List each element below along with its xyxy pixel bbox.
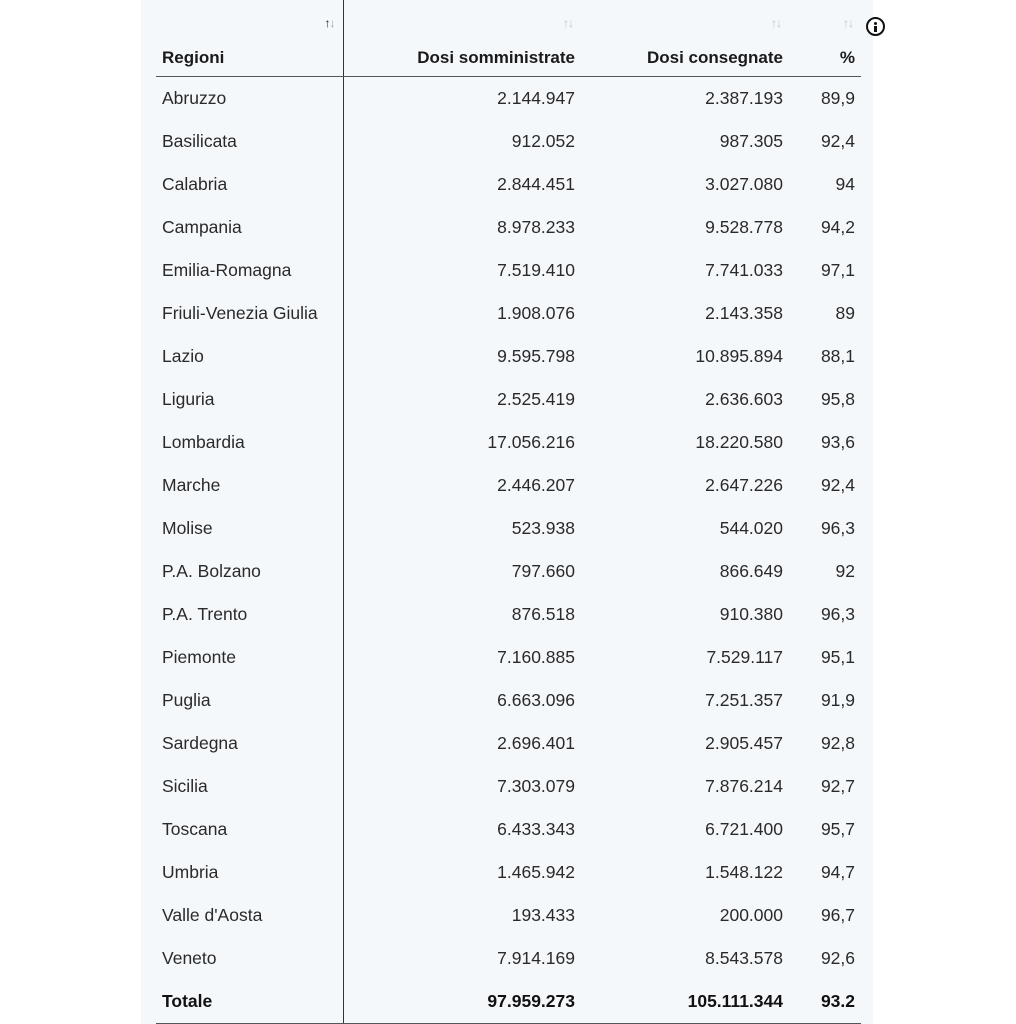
total-percent: 93.2 [789,980,861,1024]
administered-doses-cell: 17.056.216 [487,432,575,452]
administered-doses-cell: 523.938 [511,518,575,538]
delivered-doses-cell: 866.649 [719,561,783,581]
percent-cell: 92,6 [820,948,855,968]
column-header-percent[interactable] [789,0,861,77]
table-row [156,206,861,249]
administered-doses-cell: 912.052 [511,131,575,151]
percent-cell: 89 [835,303,855,323]
sort-arrows-icon[interactable]: ↑↓ [843,16,853,30]
administered-doses-cell: 2.844.451 [497,174,575,194]
delivered-doses-cell: 1.548.122 [705,862,783,882]
table-row [156,550,861,593]
administered-doses-cell: 7.160.885 [497,647,575,667]
region-cell: Emilia-Romagna [156,249,343,292]
percent-cell: 93,6 [820,432,855,452]
delivered-doses-cell: 9.528.778 [705,217,783,237]
region-cell: Piemonte [156,636,343,679]
total-administered: 97.959.273 [343,980,581,1024]
administered-doses-cell: 2.525.419 [497,389,575,409]
table-row [156,679,861,722]
percent-cell: 96,3 [820,518,855,538]
sort-arrows-icon[interactable]: ↑↓ [563,16,573,30]
vaccine-doses-table [156,0,861,1024]
region-cell: Lombardia [156,421,343,464]
table-row [156,894,861,937]
region-cell: Campania [156,206,343,249]
percent-cell: 96,3 [820,604,855,624]
percent-cell: 95,8 [820,389,855,409]
region-cell: Basilicata [156,120,343,163]
total-row [156,980,861,1024]
percent-cell: 89,9 [820,88,855,108]
table-row [156,77,861,121]
table-row [156,249,861,292]
administered-doses-cell: 9.595.798 [497,346,575,366]
column-header-label: Dosi consegnate [646,48,783,67]
region-cell: Molise [156,507,343,550]
percent-cell: 95,1 [820,647,855,667]
administered-doses-cell: 8.978.233 [497,217,575,237]
delivered-doses-cell: 544.020 [719,518,783,538]
region-cell: Lazio [156,335,343,378]
column-header-dosi-somministrate[interactable] [343,0,581,77]
percent-cell: 92,7 [820,776,855,796]
table-body [156,77,861,981]
table-row [156,335,861,378]
table-row [156,765,861,808]
table-row [156,851,861,894]
table-row [156,937,861,980]
administered-doses-cell: 7.519.410 [497,260,575,280]
region-cell: Toscana [156,808,343,851]
table-row [156,507,861,550]
percent-cell: 97,1 [820,260,855,280]
delivered-doses-cell: 2.636.603 [705,389,783,409]
table-row [156,292,861,335]
delivered-doses-cell: 2.143.358 [705,303,783,323]
table-row [156,464,861,507]
percent-cell: 88,1 [820,346,855,366]
delivered-doses-cell: 7.741.033 [705,260,783,280]
delivered-doses-cell: 3.027.080 [705,174,783,194]
table-row [156,636,861,679]
delivered-doses-cell: 200.000 [719,905,783,925]
table-row [156,593,861,636]
percent-cell: 92 [835,561,855,581]
administered-doses-cell: 7.914.169 [497,948,575,968]
percent-cell: 94,7 [820,862,855,882]
column-header-label: % [839,48,855,67]
administered-doses-cell: 1.908.076 [497,303,575,323]
region-cell: Sardegna [156,722,343,765]
delivered-doses-cell: 7.529.117 [706,647,783,667]
administered-doses-cell: 797.660 [511,561,575,581]
column-header-dosi-consegnate[interactable] [581,0,789,77]
table-row [156,120,861,163]
delivered-doses-cell: 18.220.580 [695,432,783,452]
region-cell: Valle d'Aosta [156,894,343,937]
region-cell: P.A. Bolzano [156,550,343,593]
administered-doses-cell: 2.144.947 [497,88,575,108]
table-header-row [156,0,861,77]
delivered-doses-cell: 8.543.578 [705,948,783,968]
percent-cell: 91,9 [820,690,855,710]
region-cell: Marche [156,464,343,507]
delivered-doses-cell: 2.905.457 [705,733,783,753]
total-label: Totale [156,980,343,1024]
administered-doses-cell: 6.433.343 [497,819,575,839]
percent-cell: 94 [835,174,855,194]
percent-cell: 92,4 [820,131,855,151]
table-row [156,163,861,206]
total-delivered: 105.111.344 [581,980,789,1024]
percent-cell: 92,4 [820,475,855,495]
administered-doses-cell: 6.663.096 [497,690,575,710]
sort-arrows-icon[interactable]: ↑↓ [324,16,335,30]
column-header-regioni[interactable] [156,0,343,77]
region-cell: Calabria [156,163,343,206]
administered-doses-cell: 876.518 [511,604,575,624]
table-row [156,722,861,765]
percent-cell: 94,2 [820,217,855,237]
table-row [156,421,861,464]
delivered-doses-cell: 6.721.400 [705,819,783,839]
info-icon[interactable] [866,17,885,36]
delivered-doses-cell: 2.647.226 [705,475,783,495]
vaccine-doses-table-container [156,0,861,1024]
percent-cell: 92,8 [820,733,855,753]
delivered-doses-cell: 910.380 [719,604,783,624]
column-header-label: Dosi somministrate [417,48,575,67]
region-cell: Sicilia [156,765,343,808]
region-cell: Veneto [156,937,343,980]
administered-doses-cell: 7.303.079 [497,776,575,796]
delivered-doses-cell: 7.251.357 [705,690,783,710]
region-cell: P.A. Trento [156,593,343,636]
administered-doses-cell: 193.433 [511,905,575,925]
region-cell: Liguria [156,378,343,421]
sort-arrows-icon[interactable]: ↑↓ [771,16,781,30]
delivered-doses-cell: 7.876.214 [705,776,783,796]
table-row [156,378,861,421]
percent-cell: 96,7 [820,905,855,925]
region-cell: Abruzzo [156,77,343,121]
region-cell: Umbria [156,851,343,894]
table-row [156,808,861,851]
region-cell: Puglia [156,679,343,722]
administered-doses-cell: 2.446.207 [497,475,575,495]
region-cell: Friuli-Venezia Giulia [156,292,343,335]
administered-doses-cell: 1.465.942 [497,862,575,882]
delivered-doses-cell: 987.305 [719,131,783,151]
delivered-doses-cell: 10.895.894 [695,346,783,366]
column-header-label: Regioni [162,48,225,67]
percent-cell: 95,7 [820,819,855,839]
administered-doses-cell: 2.696.401 [497,733,575,753]
delivered-doses-cell: 2.387.193 [705,88,783,108]
